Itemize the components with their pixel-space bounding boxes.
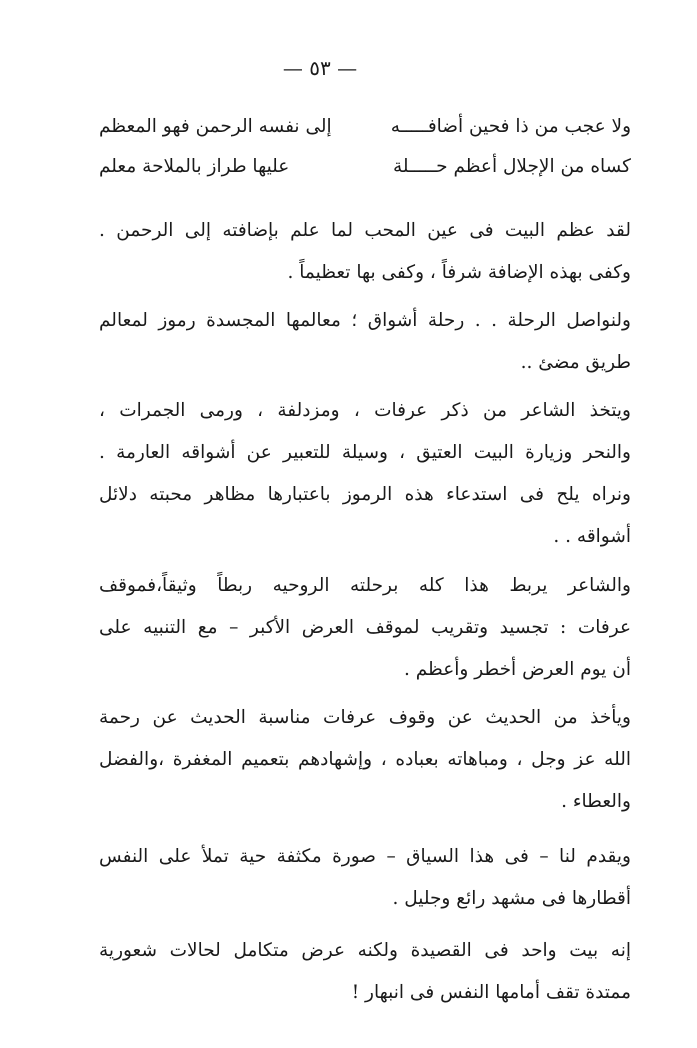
paragraph-line: إنه بيت واحد فى القصيدة ولكنه عرض متكامل لحالات شعورية <box>99 940 631 961</box>
paragraph-5 <box>99 697 631 823</box>
paragraph-line: والعطاء . <box>561 791 631 812</box>
paragraph-line: أن يوم العرض أخطر وأعظم . <box>403 659 631 680</box>
paragraph-line: لقد عظم البيت فى عين المحب لما علم بإضافته إلى الرحمن . <box>99 220 631 241</box>
paragraph-line: والنحر وزيارة البيت العتيق ، وسيلة للتعبير عن أشواقه العارمة . <box>99 442 631 463</box>
paragraph-line: ونراه يلح فى استدعاء هذه الرموز باعتبارها مظاهر محبته دلائل <box>99 484 631 505</box>
paragraph-line: الله عز وجل ، ومباهاته بعباده ، وإشهادهم بتعميم المغفرة ،والفضل <box>99 749 631 770</box>
paragraph-2 <box>99 300 631 384</box>
paragraph-line: أشواقه . . <box>553 526 631 547</box>
paragraph-line: ويقدم لنا – فى هذا السياق – صورة مكثفة حية تملأ على النفس <box>99 846 631 867</box>
paragraph-line: ولنواصل الرحلة . . رحلة أشواق ؛ معالمها المجسدة رموز لمعالم <box>99 310 631 331</box>
paragraph-line: ويأخذ من الحديث عن وقوف عرفات مناسبة الحديث عن رحمة <box>99 707 631 728</box>
verse-line-1-first-hemistich: ولا عجب من ذا فحين أضافـــــه <box>390 115 631 137</box>
paragraph-line: طريق مضئ .. <box>520 352 631 373</box>
paragraph-line: ويتخذ الشاعر من ذكر عرفات ، ومزدلفة ، ورمى الجمرات ، <box>99 400 631 421</box>
verse-line-2-first-hemistich: كساه من الإجلال أعظم حـــــلة <box>392 155 631 177</box>
verse-line-1-second-hemistich: إلى نفسه الرحمن فهو المعظم <box>99 115 332 137</box>
paragraph-line: والشاعر يربط هذا كله برحلته الروحيه ربطاً وثيقاً،فموقف <box>99 575 631 596</box>
verse-line-1 <box>99 106 631 146</box>
paragraph-3 <box>99 390 631 558</box>
poem-verse <box>99 106 631 186</box>
page-number: — ٥٣ — <box>282 56 358 80</box>
paragraph-line: ممتدة تقف أمامها النفس فى انبهار ! <box>351 982 631 1003</box>
paragraph-4 <box>99 565 631 691</box>
paragraph-line: أقطارها فى مشهد رائع وجليل . <box>392 888 631 909</box>
verse-line-2-second-hemistich: عليها طراز بالملاحة معلم <box>99 155 290 177</box>
paragraph-1 <box>99 210 631 294</box>
paragraph-6 <box>99 836 631 920</box>
paragraph-7 <box>99 930 631 1014</box>
verse-line-2 <box>99 146 631 186</box>
paragraph-line: عرفات : تجسيد وتقريب لموقف العرض الأكبر – مع التنبيه على <box>99 617 631 638</box>
paragraph-line: وكفى بهذه الإضافة شرفاً ، وكفى بها تعظيماً . <box>287 262 631 283</box>
